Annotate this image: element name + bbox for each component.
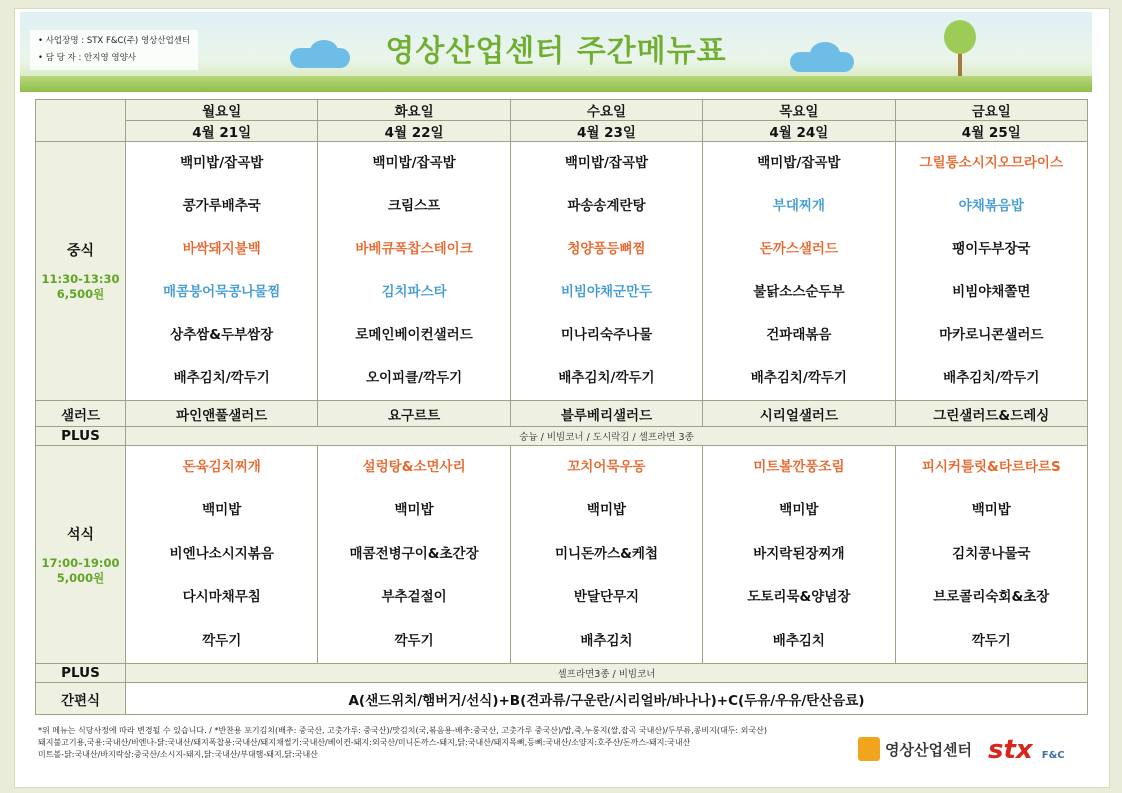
menu-item: 돈까스샐러드	[759, 241, 838, 257]
salad-item: 요구르트	[318, 401, 510, 427]
menu-item: 비빔야채쫄면	[952, 284, 1031, 300]
menu-item: 건파래볶음	[766, 327, 832, 343]
menu-item: 미트볼깐풍조림	[753, 459, 845, 475]
menu-item: 백미밥/잡곡밥	[757, 155, 841, 171]
note-line: 미트볼-닭:국내산/바지락살:중국산/소시지-돼지,닭:국내산/부대햄-돼지,닭:국내산	[38, 749, 318, 759]
menu-cell	[510, 446, 702, 664]
plus-text: 숭늉 / 비빔코너 / 도시락김 / 셀프라면 3종	[126, 427, 1088, 446]
center-logo	[858, 737, 972, 761]
menu-item: 김치파스타	[381, 284, 447, 300]
menu-cell	[126, 446, 318, 664]
menu-item: 백미밥/잡곡밥	[372, 155, 456, 171]
day-name: 월요일	[126, 100, 318, 121]
day-name: 금요일	[895, 100, 1087, 121]
menu-item: 매콤전병구이&초간장	[349, 545, 479, 562]
salad-label: 샐러드	[36, 401, 126, 427]
menu-item: 비엔나소시지볶음	[169, 545, 274, 562]
menu-item: 미니돈까스&케첩	[554, 545, 658, 562]
day-date: 4월 25일	[895, 121, 1087, 142]
center-logo-icon	[858, 737, 880, 761]
stx-logo	[988, 735, 1065, 765]
menu-item: 백미밥/잡곡밥	[564, 155, 649, 171]
menu-item: 김치콩나물국	[952, 545, 1031, 562]
plus-label: PLUS	[36, 664, 126, 683]
dinner-label: 석식	[66, 526, 95, 543]
stx-logo-text: stx	[988, 735, 1033, 765]
menu-item: 배추김치	[772, 632, 825, 649]
menu-item: 파송송계란탕	[567, 198, 646, 214]
snack-label: 간편식	[36, 683, 126, 715]
plus-label: PLUS	[36, 427, 126, 446]
menu-cell	[318, 446, 510, 664]
menu-item: 오이피클/깍두기	[365, 370, 463, 386]
menu-item: 도토리묵&양념장	[747, 589, 851, 606]
menu-item: 부추겉절이	[381, 589, 447, 606]
menu-cell	[510, 142, 702, 401]
note-line: *위 메뉴는 식당사정에 따라 변경될 수 있습니다. / *반찬용 포기김치(배추: 중국산, 고춧가루: 중국산)/맛김치(국,볶음용-배추:중국산, 고춧가루 중국산)/밥,죽,누룽지(쌀,잡곡 국내산)/두부류,콩비지(대두: 외국산)	[38, 726, 767, 735]
info-manager: • 담 당 자 : 안지영 영양사	[38, 53, 136, 63]
menu-item: 미나리숙주나물	[560, 327, 653, 343]
menu-item: 상추쌈&두부쌈장	[170, 327, 274, 343]
day-name: 수요일	[510, 100, 702, 121]
menu-item: 팽이두부장국	[952, 241, 1031, 257]
menu-item: 바싹돼지불백	[182, 241, 261, 257]
day-name: 목요일	[703, 100, 895, 121]
salad-item: 블루베리샐러드	[510, 401, 702, 427]
menu-item: 배추김치/깍두기	[943, 370, 1040, 386]
lunch-row	[36, 142, 1088, 401]
snack-text: A(샌드위치/햄버거/선식)+B(견과류/구운란/시리얼바/바나나)+C(두유/우유/탄산음료)	[126, 683, 1088, 715]
menu-item: 로메인베이컨샐러드	[355, 327, 473, 343]
menu-cell	[318, 142, 510, 401]
dinner-row	[36, 446, 1088, 664]
menu-cell	[126, 142, 318, 401]
menu-cell	[703, 142, 895, 401]
menu-item: 피시커틀릿&타르타르S	[921, 459, 1061, 475]
menu-item: 백미밥	[394, 502, 434, 519]
dinner-label-cell	[36, 446, 126, 664]
day-date: 4월 21일	[126, 121, 318, 142]
day-row	[36, 100, 1088, 121]
plus-text: 셀프라면3종 / 비빔코너	[126, 664, 1088, 683]
menu-item: 배추김치/깍두기	[750, 370, 847, 386]
menu-item: 백미밥/잡곡밥	[180, 155, 264, 171]
lunch-label-cell	[36, 142, 126, 401]
day-name: 화요일	[318, 100, 510, 121]
menu-item: 배추김치	[580, 632, 633, 649]
menu-item: 야채볶음밥	[958, 198, 1024, 214]
menu-item: 백미밥	[202, 502, 242, 519]
dinner-price: 5,000원	[56, 570, 105, 585]
menu-item: 백미밥	[779, 502, 819, 519]
menu-cell	[703, 446, 895, 664]
salad-item: 그린샐러드&드레싱	[895, 401, 1087, 427]
plus-row-lunch	[36, 427, 1088, 446]
menu-item: 반달단무지	[573, 589, 640, 606]
menu-item: 비빔야채군만두	[560, 284, 653, 300]
menu-item: 바지락된장찌개	[753, 545, 845, 562]
menu-item: 배추김치/깍두기	[173, 370, 270, 386]
menu-item: 돈육김치찌개	[182, 459, 261, 475]
info-site: • 사업장명 : STX F&C(주) 영상산업센터	[38, 36, 191, 46]
dinner-time: 17:00-19:00	[41, 555, 120, 570]
lunch-price: 6,500원	[56, 287, 105, 301]
notes	[38, 725, 888, 760]
center-logo-text: 영상산업센터	[885, 740, 972, 759]
menu-item: 백미밥	[586, 502, 627, 519]
menu-item: 청양풍등뼈찜	[567, 241, 646, 257]
menu-item: 꼬치어묵우동	[567, 459, 646, 475]
snack-row	[36, 683, 1088, 715]
menu-item: 그릴통소시지오므라이스	[919, 155, 1063, 171]
menu-cell	[895, 142, 1087, 401]
corner-cell	[36, 100, 126, 142]
menu-table	[35, 99, 1088, 715]
menu-item: 깍두기	[971, 632, 1011, 649]
lunch-time: 11:30-13:30	[41, 272, 120, 286]
date-row	[36, 121, 1088, 142]
menu-item: 백미밥	[971, 502, 1011, 519]
menu-item: 크림스프	[388, 198, 441, 214]
menu-item: 마카로니콘샐러드	[939, 327, 1044, 343]
menu-item: 배추김치/깍두기	[558, 370, 655, 386]
menu-item: 부대찌개	[772, 198, 825, 214]
salad-item: 시리얼샐러드	[703, 401, 895, 427]
note-line: 돼지불고기용,국용:국내산/비엔나-닭:국내산/돼지폭찹용:국내산/돼지채썰기:국내산/베이컨-돼지:외국산/미니돈까스-돼지,닭:국내산/돼지목뼈,등뼈:국내산/소양지:호주산/돈까스-돼지:국내산	[38, 737, 691, 747]
menu-item: 바베큐폭찹스테이크	[355, 241, 473, 257]
day-date: 4월 23일	[510, 121, 702, 142]
menu-item: 콩가루배추국	[182, 198, 261, 214]
header-banner	[20, 12, 1092, 92]
menu-item: 설렁탕&소면사리	[362, 459, 466, 475]
menu-cell	[895, 446, 1087, 664]
fc-logo-text: F&C	[1041, 750, 1065, 761]
day-date: 4월 24일	[703, 121, 895, 142]
page-title: 영상산업센터 주간메뉴표	[385, 34, 727, 69]
menu-item: 다시마채무침	[182, 589, 261, 606]
day-date: 4월 22일	[318, 121, 510, 142]
menu-item: 깍두기	[394, 632, 434, 649]
salad-item: 파인앤풀샐러드	[126, 401, 318, 427]
salad-row	[36, 401, 1088, 427]
plus-row-dinner	[36, 664, 1088, 683]
ground	[20, 76, 1092, 92]
lunch-label: 중식	[66, 243, 95, 259]
menu-item: 브로콜리숙회&초장	[933, 589, 1050, 606]
menu-item: 불닭소스순두부	[753, 284, 845, 300]
menu-item: 깍두기	[202, 632, 242, 649]
menu-item: 매콤붕어묵콩나물찜	[163, 284, 281, 300]
